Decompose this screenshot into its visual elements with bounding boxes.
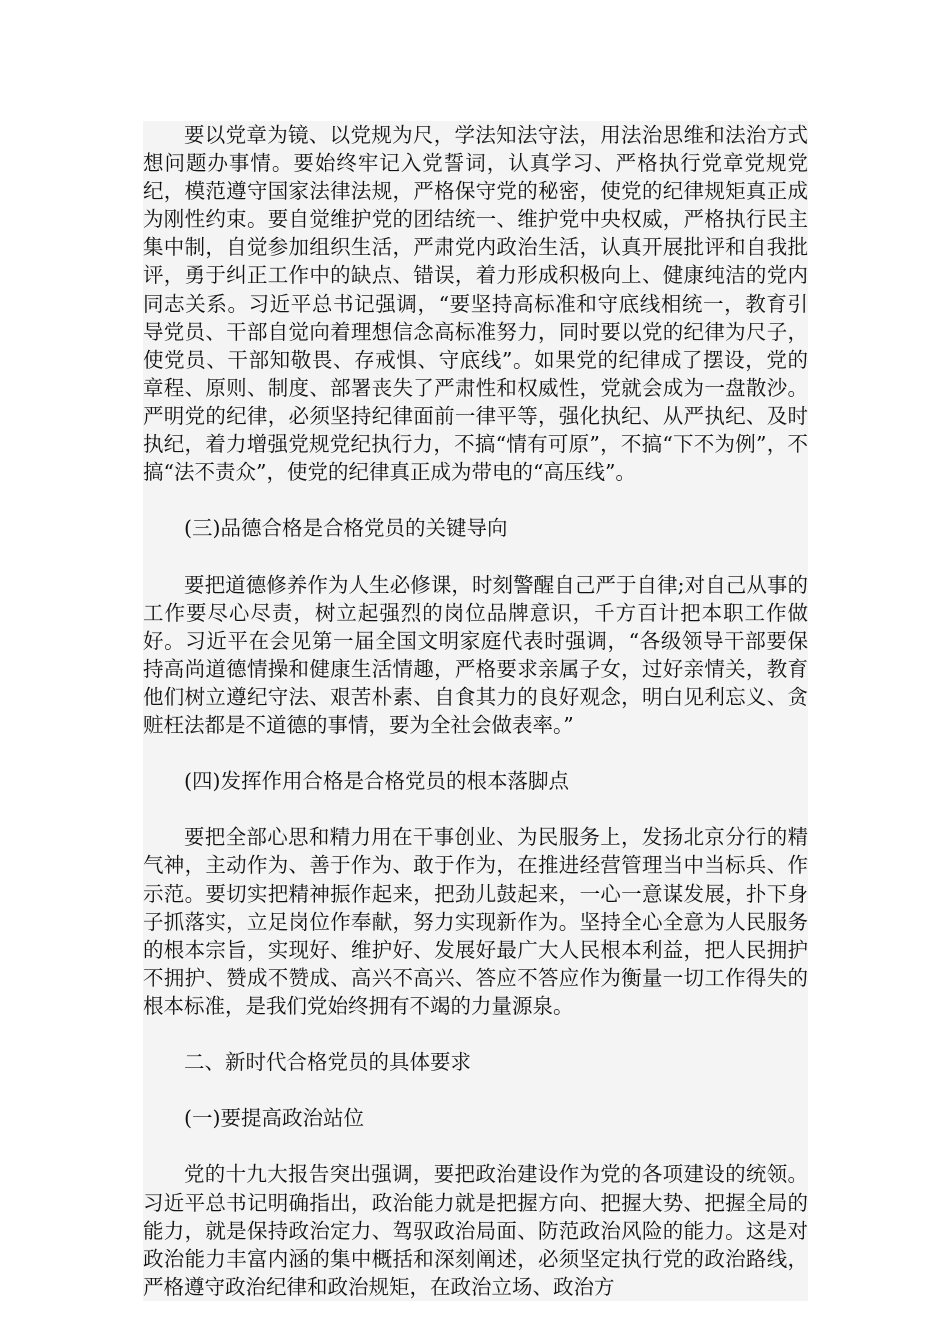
heading-moral-qualification: (三)品德合格是合格党员的关键导向 [184,516,508,541]
heading-role-qualification: (四)发挥作用合格是合格党员的根本落脚点 [184,769,569,794]
paragraph-gap [143,1020,808,1048]
document-body [143,121,808,1301]
paragraph-party-discipline: 要以党章为镜、以党规为尺，学法知法守法，用法治思维和法治方式想问题办事情。要始终牢记入党誓词，认真学习、严格执行党章党规党纪，模范遵守国家法律法规，严格保守党的秘密，使党的纪律规矩真正成为刚性约束。要自觉维护党的团结统一、维护党中央权威，严格执行民主集中制，自觉参加组织生活，严肃党内政治生活，认真开展批评和自我批评，勇于纠正工作中的缺点、错误，着力形成积极向上、健康纯洁的党内同志关系。习近平总书记强调，“要坚持高标准和守底线相统一，教育引导党员、干部自觉向着理想信念高标准努力，同时要以党的纪律为尺子，使党员、干部知敬畏、存戒惧、守底线”。如果党的纪律成了摆设，党的章程、原则、制度、部署丧失了严肃性和权威性，党就会成为一盘散沙。严明党的纪律，必须坚持纪律面前一律平等，强化执纪、从严执纪、及时执纪，着力增强党规党纪执行力，不搞“情有可原”，不搞“下不为例”，不搞“法不责众”，使党的纪律真正成为带电的“高压线”。 [143,123,808,485]
paragraph-gap [143,1076,808,1104]
paragraph-moral-cultivation: 要把道德修养作为人生必修课，时刻警醒自己严于自律;对自己从事的工作要尽心尽责，树立起强烈的岗位品牌意识，千方百计把本职工作做好。习近平在会见第一届全国文明家庭代表时强调，“各级领导干部要保持高尚道德情操和健康生活情趣，严格要求亲属子女，过好亲情关，教育他们树立遵纪守法、艰苦朴素、自食其力的良好观念，明白见利忘义、贪赃枉法都是不道德的事情，要为全社会做表率。” [143,572,808,737]
paragraph-serve-people: 要把全部心思和精力用在干事创业、为民服务上，发扬北京分行的精气神，主动作为、善于作为、敢于作为，在推进经营管理当中当标兵、作示范。要切实把精神振作起来，把劲儿鼓起来，一心一意谋发展，扑下身子抓落实，立足岗位作奉献，努力实现新作为。坚持全心全意为人民服务的根本宗旨，实现好、维护好、发展好最广大人民根本利益，把人民拥护不拥护、赞成不赞成、高兴不高兴、答应不答应作为衡量一切工作得失的根本标准，是我们党始终拥有不竭的力量源泉。 [143,825,808,1018]
paragraph-gap [143,739,808,767]
paragraph-gap [143,1132,808,1160]
heading-political-standing: (一)要提高政治站位 [184,1106,364,1131]
paragraph-political-building: 党的十九大报告突出强调，要把政治建设作为党的各项建设的统领。习近平总书记明确指出，政治能力就是把握方向、把握大势、把握全局的能力，就是保持政治定力、驾驭政治局面、防范政治风险的能力。这是对政治能力丰富内涵的集中概括和深刻阐述，必须坚定执行党的政治路线，严格遵守政治纪律和政治规矩，在政治立场、政治方 [143,1162,808,1299]
paragraph-gap [143,542,808,570]
paragraph-gap [143,486,808,514]
paragraph-gap [143,795,808,823]
heading-section-two: 二、新时代合格党员的具体要求 [184,1050,471,1075]
